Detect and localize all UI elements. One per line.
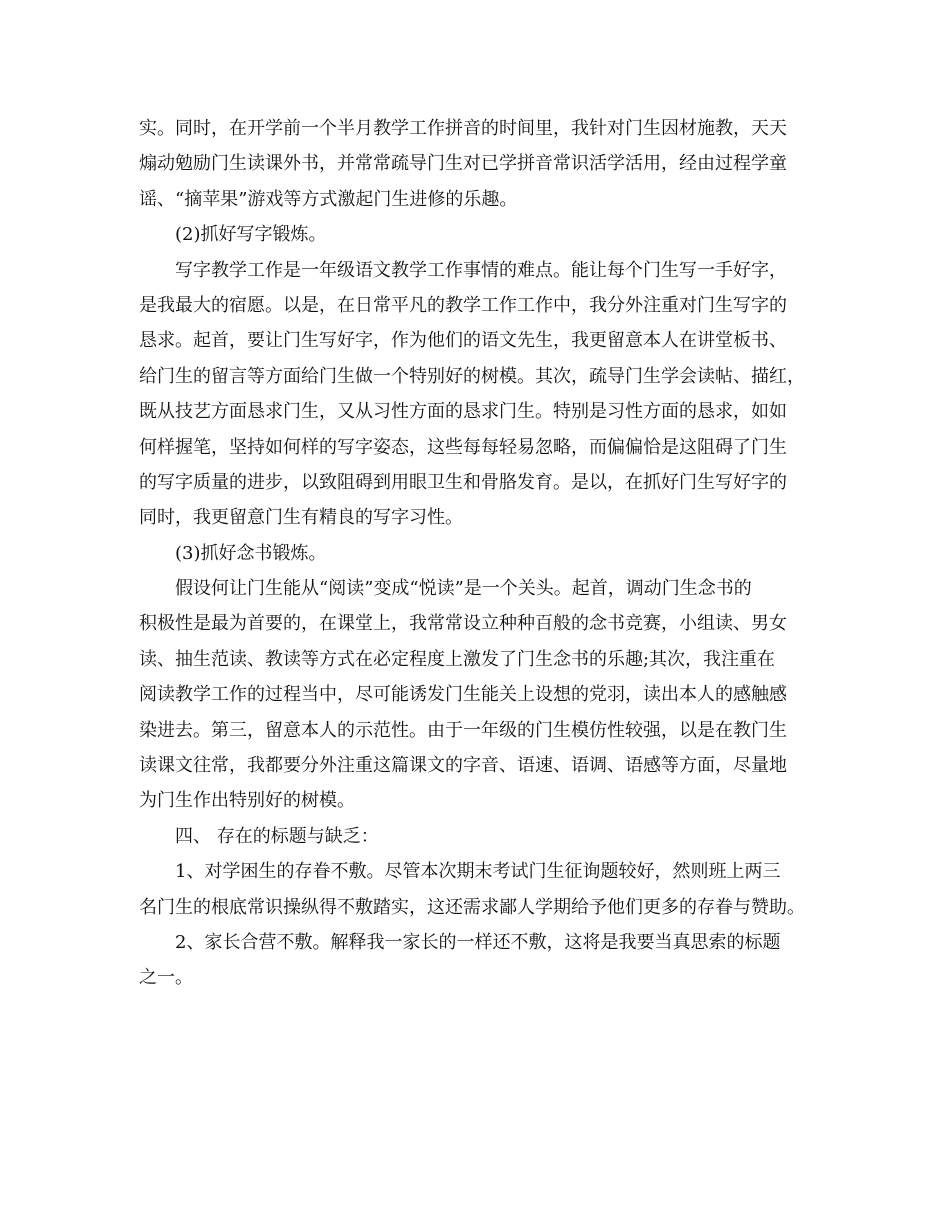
text-line: 为门生作出特别好的树模。: [139, 790, 355, 812]
text-line: 同时，我更留意门生有精良的写字习性。: [139, 507, 463, 529]
text-line: 读课文往常，我都要分外注重这篇课文的字音、语速、语调、语感等方面，尽量地: [139, 755, 787, 777]
text-line: 的写字质量的进步，以致阻碍到用眼卫生和骨胳发育。是以，在抓好门生写好字的: [139, 471, 787, 493]
list-item-start-line: 2、家长合营不敷。解释我一家长的一样还不敷，这将是我要当真思索的标题: [175, 931, 781, 953]
text-line: 何样握笔，坚持如何样的写字姿态，这些每每轻易忽略，而偏偏恰是这阻碍了门生: [139, 436, 787, 458]
section-heading: (2)抓好写字锻炼。: [175, 224, 327, 246]
text-line: 实。同时，在开学前一个半月教学工作拼音的时间里，我针对门生因材施教，天天: [139, 118, 787, 139]
text-line: 煽动勉励门生读课外书，并常常疏导门生对已学拼音常识活学活用，经由过程学童: [139, 153, 787, 175]
text-line: 是我最大的宿愿。以是，在日常平凡的教学工作工作中，我分外注重对门生写字的: [139, 294, 787, 316]
section-heading: 四、 存在的标题与缺乏：: [175, 825, 379, 847]
text-line: 读、抽生范读、教读等方式在必定程度上激发了门生念书的乐趣;其次，我注重在: [139, 648, 776, 670]
section-heading: (3)抓好念书锻炼。: [175, 542, 327, 564]
paragraph-start-line: 写字教学工作是一年级语文教学工作事情的难点。能让每个门生写一手好字，: [175, 259, 787, 281]
text-line: 给门生的留言等方面给门生做一个特别好的树模。其次，疏导门生学会读帖、描红，: [139, 365, 805, 387]
text-line: 染进去。第三，留意本人的示范性。由于一年级的门生模仿性较强，以是在教门生: [139, 719, 787, 741]
text-line: 恳求。起首，要让门生写好字，作为他们的语文先生，我更留意本人在讲堂板书、: [139, 330, 787, 352]
text-line: 名门生的根底常识操纵得不敷踏实，这还需求鄙人学期给予他们更多的存眷与赞助。: [139, 896, 805, 918]
document-body: [139, 111, 819, 996]
text-line: 阅读教学工作的过程当中，尽可能诱发门生能关上设想的党羽，读出本人的感触感: [139, 684, 787, 706]
text-line: 谣、“摘苹果”游戏等方式激起门生进修的乐趣。: [139, 188, 518, 210]
list-item-start-line: 1、对学困生的存眷不敷。尽管本次期末考试门生征询题较好，然则班上两三: [175, 861, 781, 883]
text-line: 之一。: [139, 967, 193, 989]
text-line: 既从技艺方面恳求门生，又从习性方面的恳求门生。特别是习性方面的恳求，如如: [139, 401, 787, 423]
text-line: 积极性是最为首要的，在课堂上，我常常设立种种百般的念书竞赛，小组读、男女: [139, 613, 787, 635]
paragraph-start-line: 假设何让门生能从“阅读”变成“悦读”是一个关头。起首，调动门生念书的: [175, 578, 752, 600]
